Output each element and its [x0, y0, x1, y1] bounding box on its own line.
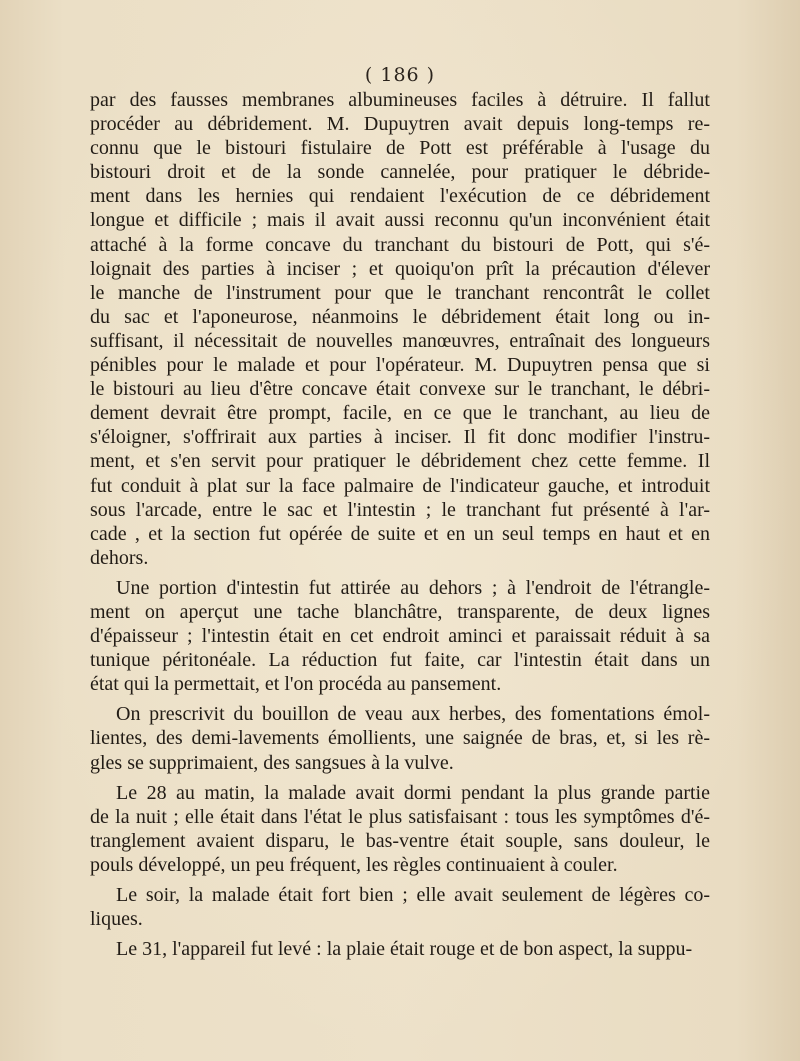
- text-line: procéder au débridement. M. Dupuytren avait depuis long-temps re-: [90, 113, 710, 136]
- text-line: d'épaisseur ; l'intestin était en cet endroit aminci et paraissait réduit à sa: [90, 625, 710, 648]
- text-line: du sac et l'aponeurose, néanmoins le débridement était long ou in-: [90, 305, 710, 328]
- text-line: Le soir, la malade était fort bien ; elle avait seulement de légères co-: [116, 884, 710, 906]
- text-line: cade , et la section fut opérée de suite et en un seul temps en haut et en: [90, 522, 710, 545]
- text-line: loignait des parties à inciser ; et quoiqu'on prît la précaution d'élever: [90, 257, 710, 280]
- page-number: ( 186 ): [364, 64, 436, 86]
- text-line: tunique péritonéale. La réduction fut faite, car l'intestin était dans un: [90, 649, 710, 672]
- text-line: gles se supprimaient, des sangsues à la vulve.: [90, 751, 454, 774]
- text-line: ment dans les hernies qui rendaient l'exécution de ce débridement: [90, 185, 710, 208]
- text-line: suffisant, il nécessitait de nouvelles manœuvres, entraînait des longueurs: [90, 329, 710, 352]
- paragraph: [90, 702, 710, 774]
- text-line: dement devrait être prompt, facile, en ce que le tranchant, au lieu de: [90, 402, 710, 425]
- text-line: tranglement avaient disparu, le bas-ventre était souple, sans douleur, le: [90, 829, 710, 852]
- text-line: Le 31, l'appareil fut levé : la plaie était rouge et de bon aspect, la suppu-: [116, 938, 693, 961]
- paragraph: [90, 576, 710, 696]
- text-line: dehors.: [90, 546, 149, 569]
- text-line: connu que le bistouri fistulaire de Pott est préférable à l'usage du: [90, 137, 710, 160]
- paragraph: [90, 883, 710, 931]
- body-text: [90, 88, 710, 961]
- paragraph: [90, 88, 710, 570]
- text-line: état qui la permettait, et l'on procéda au pansement.: [90, 673, 502, 696]
- text-line: par des fausses membranes albumineuses faciles à détruire. Il fallut: [90, 89, 710, 111]
- text-line: de la nuit ; elle était dans l'état le plus satisfaisant : tous les symptômes d'é-: [90, 805, 710, 828]
- text-line: On prescrivit du bouillon de veau aux herbes, des fomentations émol-: [116, 703, 710, 726]
- text-line: bistouri droit et de la sonde cannelée, pour pratiquer le débride-: [90, 161, 710, 184]
- text-line: s'éloigner, s'offrirait aux parties à inciser. Il fit donc modifier l'instru-: [90, 426, 710, 449]
- text-line: ment, et s'en servit pour pratiquer le débridement chez cette femme. Il: [90, 450, 710, 473]
- text-line: sous l'arcade, entre le sac et l'intestin ; le tranchant fut présenté à l'ar-: [90, 498, 710, 521]
- text-line: le bistouri au lieu d'être concave était convexe sur le tranchant, le débri-: [90, 378, 710, 401]
- text-line: pénibles pour le malade et pour l'opérateur. M. Dupuytren pensa que si: [90, 354, 710, 377]
- text-line: ment on aperçut une tache blanchâtre, transparente, de deux lignes: [90, 600, 710, 623]
- text-line: attaché à la forme concave du tranchant du bistouri de Pott, qui s'é-: [90, 233, 710, 256]
- paragraph: [90, 937, 710, 961]
- paragraph: [90, 781, 710, 877]
- text-line: pouls développé, un peu fréquent, les règles continuaient à couler.: [90, 853, 618, 876]
- text-line: fut conduit à plat sur la face palmaire de l'indicateur gauche, et introduit: [90, 474, 710, 497]
- text-line: longue et difficile ; mais il avait aussi reconnu qu'un inconvénient était: [90, 209, 710, 232]
- text-line: liques.: [90, 908, 143, 931]
- text-line: lientes, des demi-lavements émollients, une saignée de bras, et, si les rè-: [90, 727, 710, 750]
- text-line: Le 28 au matin, la malade avait dormi pendant la plus grande partie: [116, 781, 710, 804]
- text-line: Une portion d'intestin fut attirée au dehors ; à l'endroit de l'étrangle-: [116, 576, 710, 599]
- text-line: le manche de l'instrument pour que le tranchant rencontrât le collet: [90, 281, 710, 304]
